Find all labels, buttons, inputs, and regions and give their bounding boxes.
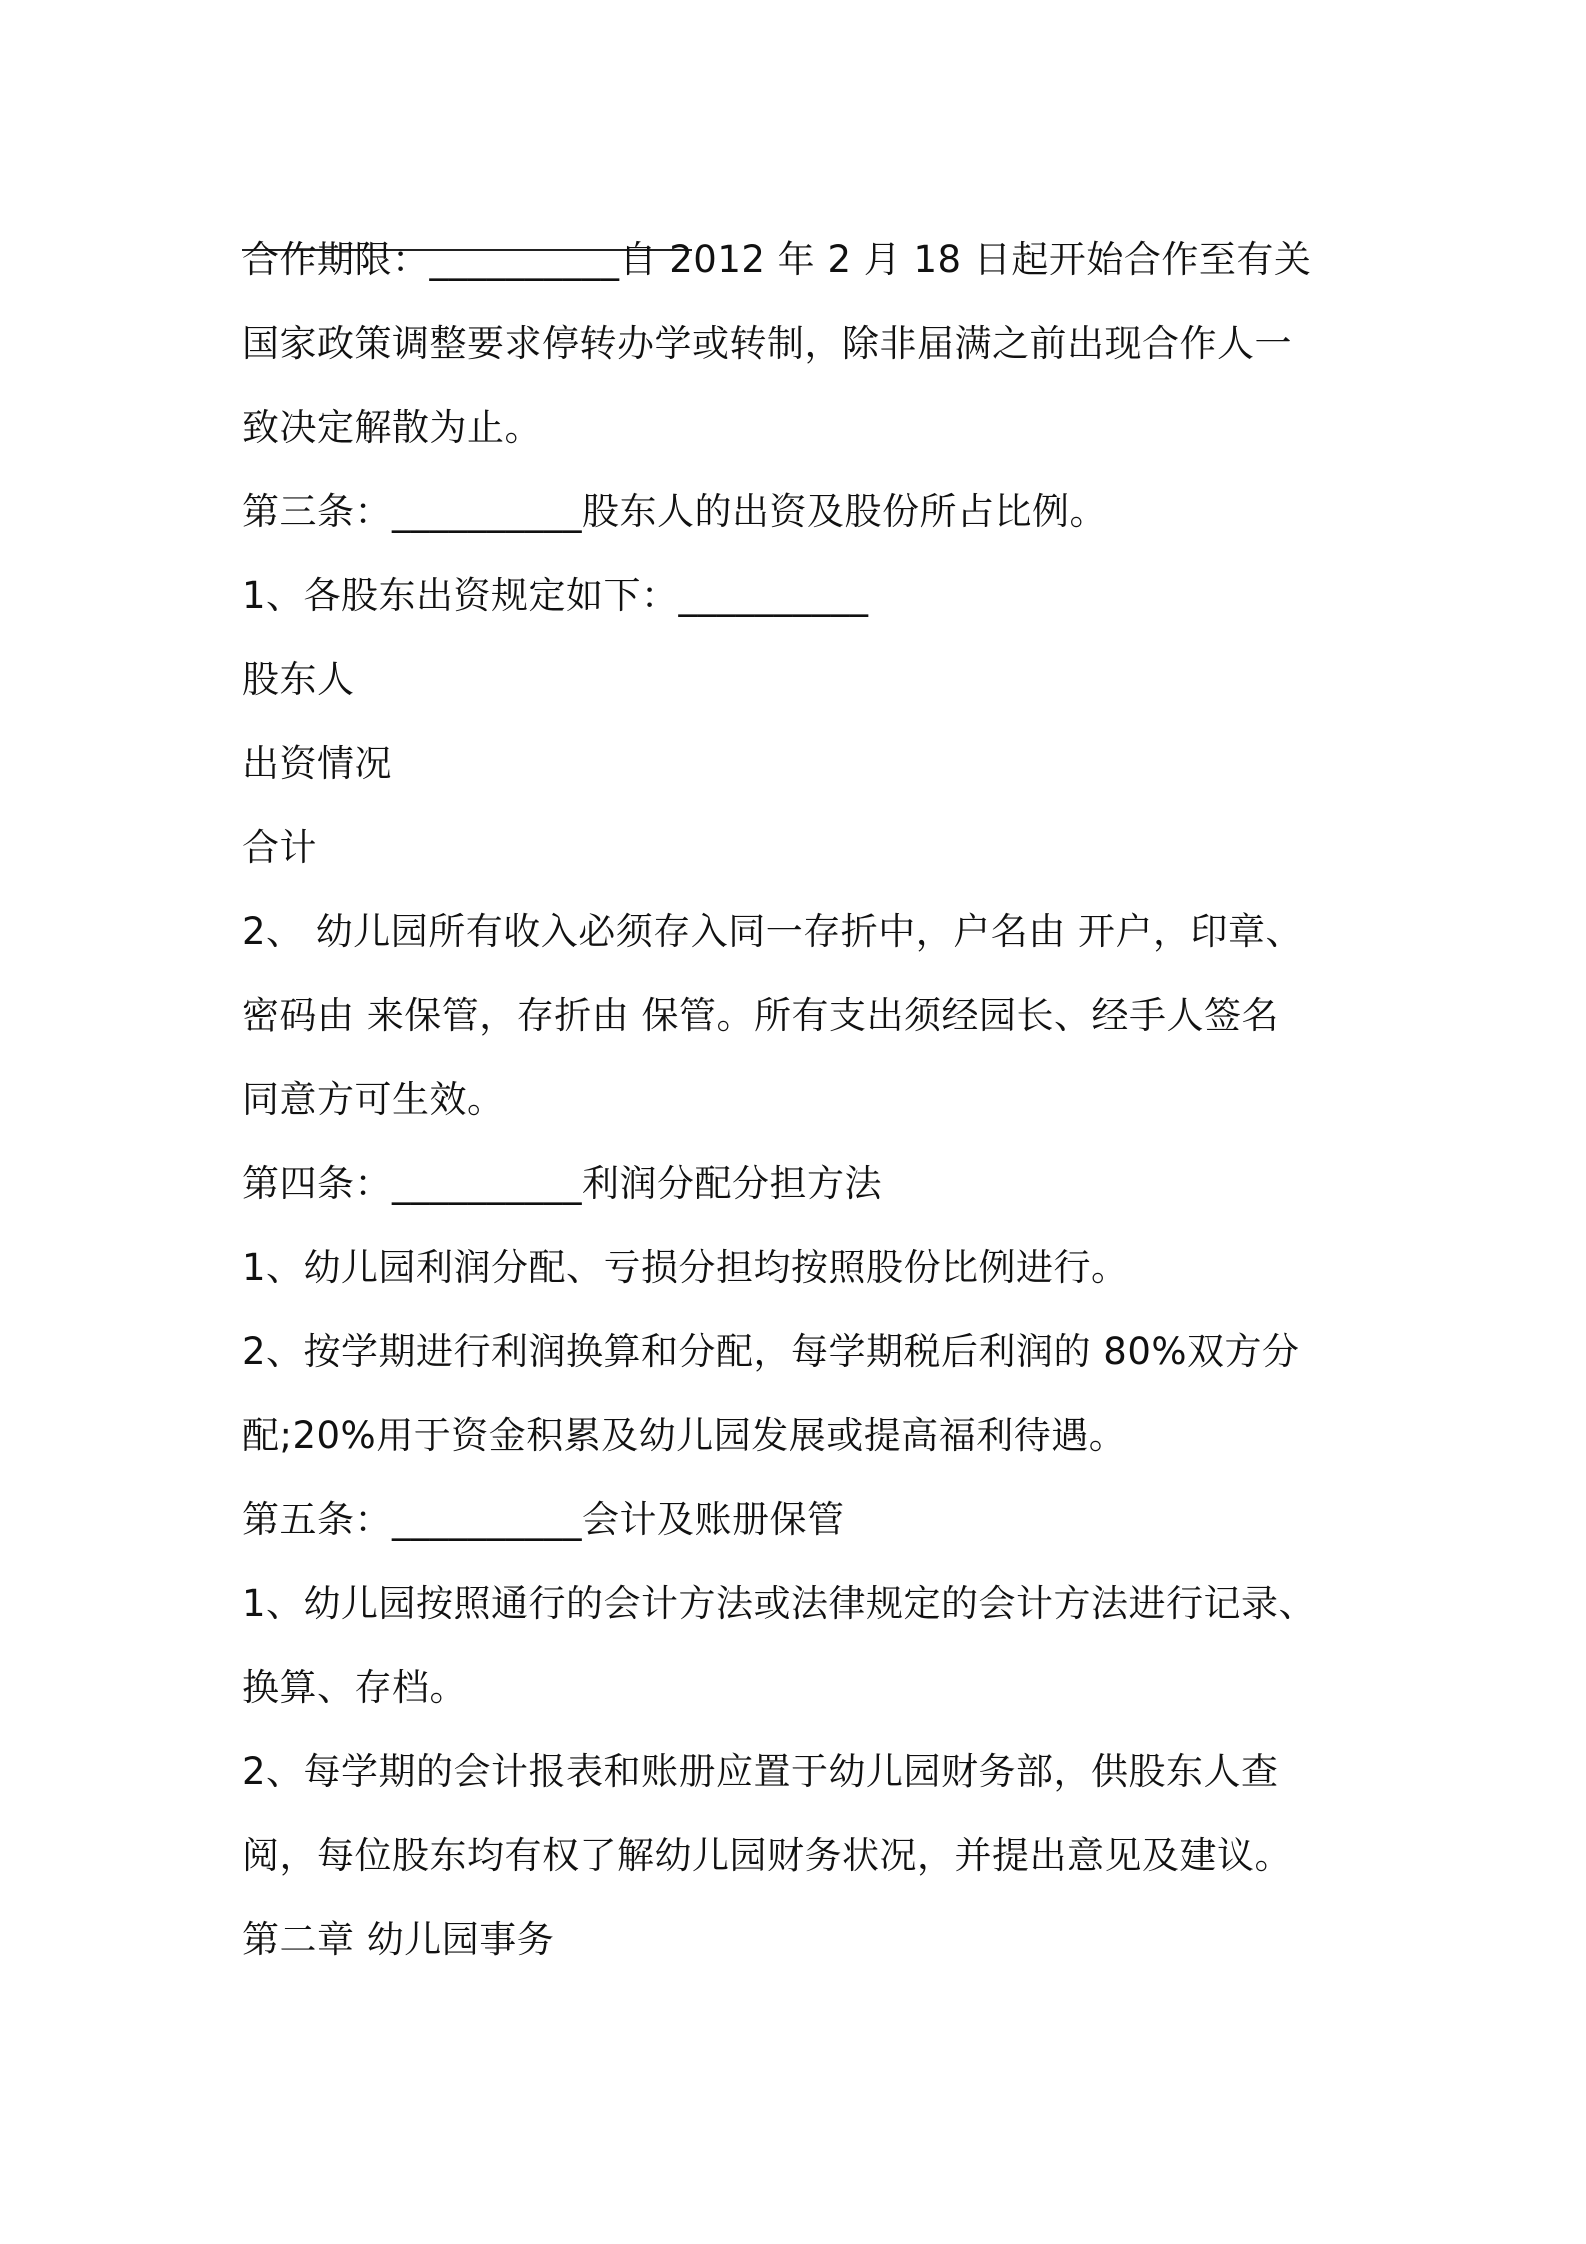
paragraph-line: 1、幼儿园利润分配、亏损分担均按照股份比例进行。 (242, 1246, 1129, 1289)
paragraph-line: 1、幼儿园按照通行的会计方法或法律规定的会计方法进行记录、 (242, 1582, 1317, 1625)
paragraph-line: 同意方可生效。 (242, 1078, 505, 1121)
article-heading: 第四条：__________利润分配分担方法 (242, 1162, 882, 1205)
paragraph-line: 2、 幼儿园所有收入必须存入同一存折中，户名由 开户，印章、 (242, 910, 1304, 953)
table-label: 股东人 (242, 658, 355, 701)
paragraph-line: 密码由 来保管，存折由 保管。所有支出须经园长、经手人签名 (242, 994, 1280, 1037)
chapter-heading: 第二章 幼儿园事务 (242, 1918, 555, 1961)
paragraph-line: 1、各股东出资规定如下：__________ (242, 574, 869, 617)
paragraph-line: 2、按学期进行利润换算和分配，每学期税后利润的 80%双方分 (242, 1330, 1300, 1373)
table-label: 出资情况 (242, 742, 392, 785)
paragraph-line: 换算、存档。 (242, 1666, 467, 1709)
paragraph-line: 2、每学期的会计报表和账册应置于幼儿园财务部，供股东人查 (242, 1750, 1279, 1793)
paragraph-line: 国家政策调整要求停转办学或转制，除非届满之前出现合作人一 (242, 322, 1292, 365)
table-label: 合计 (242, 826, 317, 869)
paragraph-line: 合作期限：__________自 2012 年 2 月 18 日起开始合作至有关 (242, 238, 1312, 281)
article-heading: 第五条：__________会计及账册保管 (242, 1498, 845, 1541)
document-body (242, 218, 1392, 1982)
paragraph-line: 阅，每位股东均有权了解幼儿园财务状况，并提出意见及建议。 (242, 1834, 1292, 1877)
article-heading: 第三条：__________股东人的出资及股份所占比例。 (242, 490, 1107, 533)
paragraph-line: 致决定解散为止。 (242, 406, 542, 449)
paragraph-line: 配;20%用于资金积累及幼儿园发展或提高福利待遇。 (242, 1414, 1127, 1457)
